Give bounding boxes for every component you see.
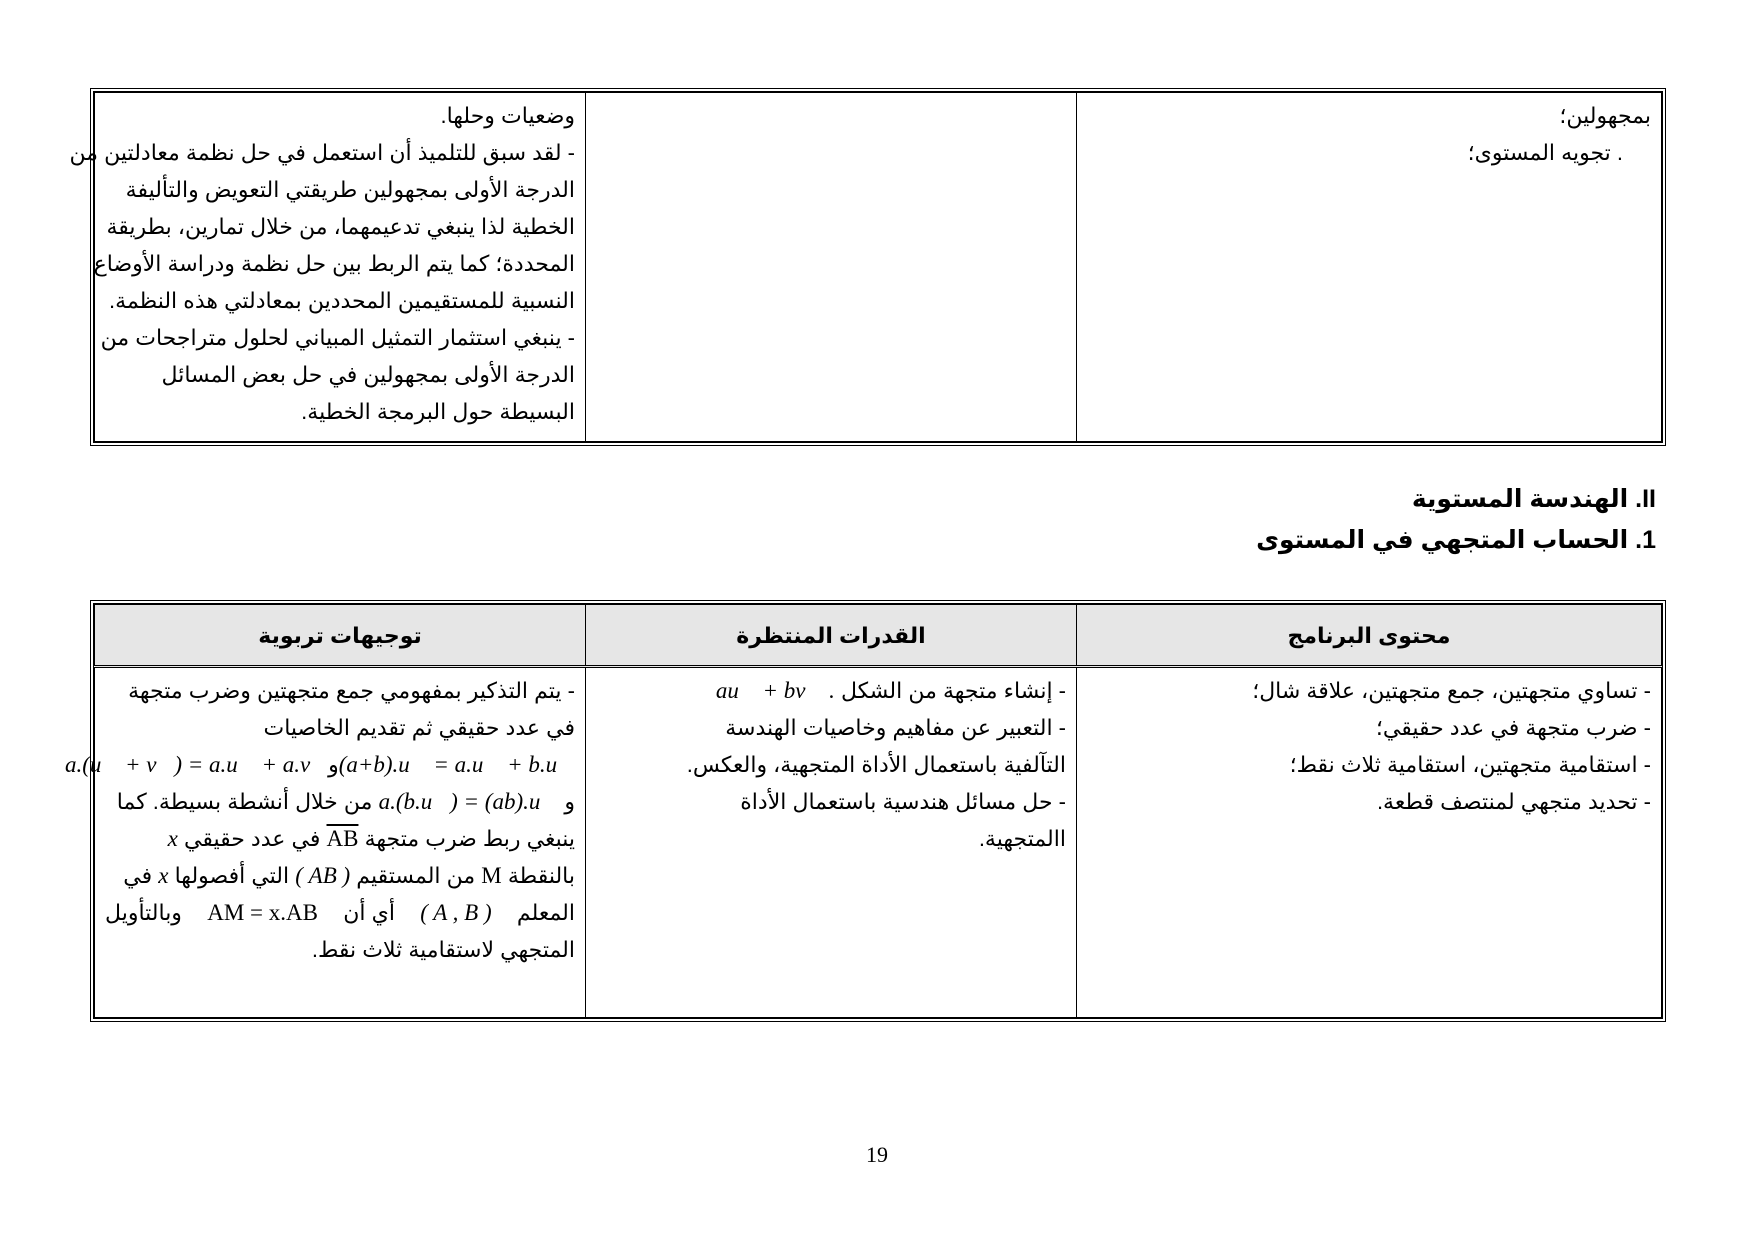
guidance-line: - ينبغي استثمار التمثيل المبياني لحلول متراجحات من [100, 325, 575, 350]
page-number: 19 [866, 1142, 888, 1167]
guidance-line [105, 820, 575, 857]
point-m: M [481, 863, 502, 888]
skills-line: - التعبير عن مفاهيم وخاصيات الهندسة [725, 715, 1066, 740]
distributive-formula-2: (a+b).u⃗ = a.u⃗ + b.u⃗ [338, 752, 575, 777]
skills-line: التآلفية باستعمال الأداة المتجهية، والعكس. [686, 752, 1066, 777]
guidance-line [105, 783, 575, 820]
guidance-line: البسيطة حول البرمجة الخطية. [301, 399, 575, 424]
guidance-line: النسبية للمستقيمين المحددين بمعادلتي هذه النظمة. [109, 288, 575, 313]
skills-cell [586, 667, 1077, 1018]
and-word: و [564, 789, 575, 814]
guidance-line [105, 857, 575, 894]
section-heading: II. الهندسة المستوية [1411, 485, 1656, 513]
guidance-formula-line [64, 746, 575, 783]
line-ab: ( AB ) [295, 863, 351, 888]
content-cell [1077, 667, 1662, 1018]
guidance-line: المتجهي لاستقامية ثلاث نقط. [311, 937, 575, 962]
guidance-line [105, 894, 575, 931]
guidance-line: المحددة؛ كما يتم الربط بين حل نظمة ودراسة الأوضاع [93, 251, 575, 276]
header-skills: القدرات المنتظرة [586, 605, 1077, 667]
guidance-line: وضعيات وحلها. [440, 103, 575, 128]
guidance-text: أي أن [343, 900, 395, 925]
guidance-text: المعلم [516, 900, 575, 925]
skills-line: االمتجهية. [978, 826, 1066, 851]
skills-line: - حل مسائل هندسية باستعمال الأداة [740, 789, 1066, 814]
guidance-cell [69, 93, 586, 442]
content-line: - ضرب متجهة في عدد حقيقي؛ [1375, 715, 1651, 740]
continuation-table [69, 88, 1666, 446]
skills-cell [586, 93, 1077, 442]
guidance-text: التي أفصولها [174, 863, 290, 888]
content-line: - استقامية متجهتين، استقامية ثلاث نقط؛ [1289, 752, 1651, 777]
header-content: محتوى البرنامج [1077, 605, 1662, 667]
guidance-line: الدرجة الأولى بمجهولين في حل بعض المسائل [161, 362, 575, 387]
content-cell [1077, 93, 1662, 442]
skills-line [596, 672, 1066, 709]
guidance-text: من خلال أنشطة بسيطة. كما [116, 789, 373, 814]
guidance-line: في عدد حقيقي ثم تقديم الخاصيات [263, 715, 575, 740]
content-line: . تجويه المستوى؛ [1467, 140, 1623, 165]
guidance-text: من المستقيم [356, 863, 476, 888]
guidance-cell [64, 667, 586, 1018]
subsection-heading: 1. الحساب المتجهي في المستوى [1256, 526, 1656, 554]
associative-formula: a.(b.u⃗) = (ab).u⃗ [378, 789, 559, 814]
guidance-text: ينبغي ربط ضرب متجهة [364, 826, 575, 851]
vector-ab: $\overline{AB}$ [326, 826, 359, 851]
guidance-text: في عدد حقيقي [183, 826, 321, 851]
guidance-line: - يتم التذكير بمفهومي جمع متجهتين وضرب متجهة [128, 678, 575, 703]
guidance-line: - لقد سبق للتلميذ أن استعمل في حل نظمة معادلتين من [69, 140, 575, 165]
vector-formula: au⃗ + bv⃗ . [715, 678, 835, 703]
frame-ab: ( A , B ) [420, 900, 492, 925]
variable-x: x [158, 863, 169, 888]
content-line: بمجهولين؛ [1559, 103, 1651, 128]
guidance-line: الدرجة الأولى بمجهولين طريقتي التعويض والتأليفة [125, 177, 575, 202]
distributive-formula-1: a.(u⃗ + v⃗) = a.u⃗ + a.v⃗ [64, 752, 329, 777]
colinearity-formula: AM = x.AB [207, 900, 318, 925]
guidance-text: وبالتأويل [105, 900, 182, 925]
content-line: - تساوي متجهتين، جمع متجهتين، علاقة شال؛ [1252, 678, 1651, 703]
header-guidance: توجيهات تربوية [95, 605, 586, 667]
guidance-text: بالنقطة [507, 863, 575, 888]
guidance-text: في [123, 863, 153, 888]
skills-text: - إنشاء متجهة من الشكل [840, 678, 1066, 703]
variable-x: x [167, 826, 178, 851]
guidance-line: الخطية لذا ينبغي تدعيمهما، من خلال تمارين، بطريقة [106, 214, 575, 239]
content-line: - تحديد متجهي لمنتصف قطعة. [1376, 789, 1651, 814]
and-word: و [328, 752, 339, 777]
program-table [64, 600, 1666, 1022]
